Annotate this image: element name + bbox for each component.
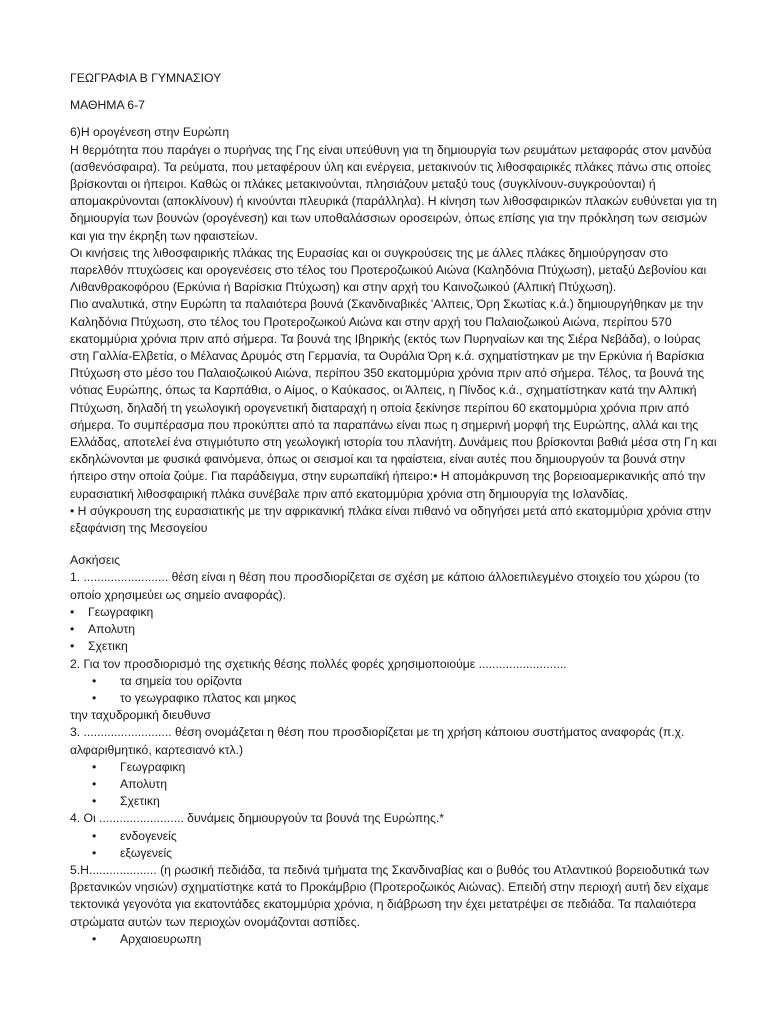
- document-title: ΓΕΩΓΡΑΦΙΑ Β ΓΥΜΝΑΣΙΟΥ: [70, 71, 222, 85]
- option-item: • Γεωγραφικη: [70, 604, 718, 621]
- question-text: 3. .......................... θέση ονομάζεται η θέση που προσδιορίζεται με τη χρήση κάποιου συστήματος αναφοράς (π.χ. αλφαριθμητικό, καρτεσιανό κτλ.): [70, 725, 685, 757]
- article-section: [70, 124, 718, 537]
- option-item: • το γεωγραφικο πλατος και μηκος: [70, 690, 718, 707]
- option-item: • τα σημεία του ορίζοντα: [70, 673, 718, 690]
- options-list: [70, 604, 718, 656]
- option-extra: την ταχυδρομική διευθυνσ: [70, 708, 211, 723]
- option-item: • Σχετικη: [70, 638, 718, 655]
- lesson-label: ΜΑΘΗΜΑ 6-7: [70, 98, 145, 113]
- section-heading: 6)Η ορογένεση στην Ευρώπη: [70, 125, 230, 140]
- paragraph: Οι κινήσεις της λιθοσφαιρικής πλάκας της Ευρασίας και οι συγκρούσεις της με άλλες πλάκες δημιούργησαν στο παρελθόν πτυχώσεις και ορογενέσεις στο τέλος του Προτεροζωικού Αιώνα (Καληδόνια Πτύχωση), μεταξύ Δεβονίου και Λιθανθρακοφόρου (Ερκύνια ή Βαρίσκια Πτύχωση) και στην αρχή του Καινοζωικού (Αλπική Πτύχωση).: [70, 245, 707, 295]
- options-list: [70, 673, 718, 707]
- option-item: • Σχετικη: [70, 793, 718, 810]
- question-text: 1. ......................... θέση είναι η θέση που προσδιορίζεται σε σχέση με κάποιο άλλοεπιλεγμένο στοιχείο του χώρου (το οποίο χρησιμεύει ως σημείο αναφοράς).: [70, 570, 700, 602]
- exercise-5: [70, 862, 718, 948]
- question-text: 2. Για τον προσδιορισμό της σχετικής θέσης πολλές φορές χρησιμοποιούμε ..........................: [70, 656, 567, 671]
- option-item: • ενδογενείς: [70, 828, 718, 845]
- options-list: [70, 759, 718, 811]
- options-list: [70, 931, 718, 948]
- paragraph: • Η σύγκρουση της ευρασιατικής με την αφρικανική πλάκα είναι πιθανό να οδηγήσει μετά από εκατομμύρια χρόνια στην εξαφάνιση της Μεσογείου: [70, 503, 712, 536]
- options-list: [70, 828, 718, 862]
- option-item: • Γεωγραφικη: [70, 759, 718, 776]
- paragraph: Πιο αναλυτικά, στην Ευρώπη τα παλαιότερα βουνά (Σκανδιναβικές 'Αλπεις, Όρη Σκωτίας κ.ά.) δημιουργήθηκαν με την Καληδόνια Πτύχωση, στο τέλος του Προτεροζωικού Αιώνα και στην αρχή του Παλαιοζωικού Αιώνα, περίπου 570 εκατομμύρια χρόνια πριν από σήμερα. Τα βουνά της Ιβηρικής (εκτός των Πυρηναίων και της Σιέρα Νεβάδα), ο Ιούρας στη Γαλλία-Ελβετία, ο Μέλανας Δρυμός στη Γερμανία, τα Ουράλια Όρη κ.ά. σχηματίστηκαν με την Ερκύνια ή Βαρίσκια Πτύχωση στο μέσο του Παλαιοζωικού Αιώνα, περίπου 350 εκατομμύρια χρόνια πριν από σήμερα. Τέλος, τα βουνά της νότιας Ευρώπης, όπως τα Καρπάθια, ο Αίμος, ο Καύκασος, οι Άλπεις, η Πίνδος κ.ά., σχηματίστηκαν κατά την Αλπική Πτύχωση, δηλαδή τη γεωλογική ορογενετική διαταραχή η οποία ξεκίνησε περίπου 60 εκατομμύρια χρόνια πριν από σήμερα. Το συμπέρασμα που προκύπτει από τα παραπάνω είναι πως η σημερινή μορφή της Ευρώπης, αλλά και της Ελλάδας, αποτελεί ένα στιγμιότυπο στη γεωλογική ιστορία του πλανήτη. Δυνάμεις που βρίσκονται βαθιά μέσα στη Γη και εκδηλώνονται με φυσικά φαινόμενα, όπως οι σεισμοί και τα ηφαίστεια, είναι αυτές που δημιουργούν τα βουνά στην ήπειρο στην οποία ζούμε. Για παράδειγμα, στην ευρωπαϊκή ήπειρο:• Η απομάκρυνση της βορειοαμερικανικής από την ευρασιατική λιθοσφαιρική πλάκα συνέβαλε πριν από εκατομμύρια χρόνια στη δημιουργία της Ισλανδίας.: [70, 297, 717, 501]
- question-text: 4. Οι ......................... δυνάμεις δημιουργούν τα βουνά της Ευρώπης.*: [70, 811, 445, 826]
- paragraph: Η θερμότητα που παράγει ο πυρήνας της Γης είναι υπεύθυνη για τη δημιουργία των ρευμάτων μεταφοράς στον μανδύα (ασθενόσφαιρα). Τα ρεύματα, που μεταφέρουν ύλη και ενέργεια, μετακινούν τις λιθοσφαιρικές πλάκες πάνω στις οποίες βρίσκονται οι ήπειροι. Καθώς οι πλάκες μετακινούνται, πλησιάζουν μεταξύ τους (συγκλίνουν-συγκρούονται) ή απομακρύνονται (αποκλίνουν) ή κινούνται πλευρικά (παράλληλα). Η κίνηση των λιθοσφαιρικών πλακών ευθύνεται για τη δημιουργία των βουνών (ορογένεση) και των υποθαλάσσιων οροσειρών, όπως επίσης για την πρόκληση των σεισμών και για την έκρηξη των ηφαιστείων.: [70, 142, 718, 243]
- option-item: • Απολυτη: [70, 776, 718, 793]
- exercise-3: [70, 724, 718, 810]
- option-item: • εξωγενείς: [70, 845, 718, 862]
- option-item: • Αρχαιοευρωπη: [70, 931, 718, 948]
- exercise-1: [70, 569, 718, 655]
- exercise-2: [70, 656, 718, 725]
- question-text: 5.Η.................... (η ρωσική πεδιάδα, τα πεδινά τμήματα της Σκανδιναβίας και ο βυθός του Ατλαντικού βορειοδυτικά των βρετανικών νησιών) σχηματίστηκε κατά το Προκάμβριο (Προτεροζωικός Αιώνας). Επειδή στην περιοχή αυτή δεν είχαμε τεκτονικά γεγονότα για εκατοντάδες εκατομμύρια χρόνια, η διάβρωση την έχει μετατρέψει σε πεδιάδα. Τα παλαιότερα στρώματα αυτών των περιοχών ονομάζονται ασπίδες.: [70, 862, 710, 929]
- option-item: • Απολυτη: [70, 621, 718, 638]
- exercises-heading: Ασκήσεις: [70, 553, 121, 568]
- exercise-4: [70, 810, 718, 862]
